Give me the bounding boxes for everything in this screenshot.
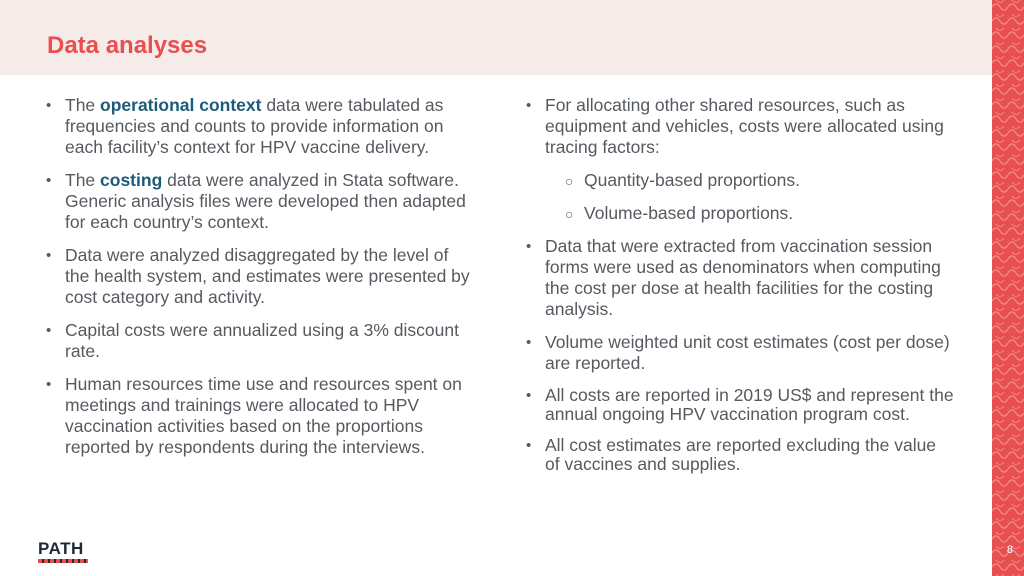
list-item <box>525 95 955 158</box>
list-item <box>525 332 955 374</box>
bullet-text: For allocating other shared resources, such as equipment and vehicles, costs were allocated using tracing factors: <box>545 95 944 157</box>
page-number: 8 <box>1006 544 1013 556</box>
bullet-pre: The <box>65 170 101 190</box>
bullet-icon: • <box>46 247 52 264</box>
bullet-icon: • <box>46 376 52 393</box>
list-item <box>525 436 955 474</box>
bullet-text: All costs are reported in 2019 US$ and represent the annual ongoing HPV vaccination program cost. <box>545 385 954 424</box>
bullet-post: data were tabulated as frequencies and counts to provide information on each facility’s context for HPV vaccine delivery. <box>65 95 444 157</box>
bullet-icon: • <box>46 97 52 114</box>
bullet-icon: • <box>526 437 532 454</box>
bullet-text: Data that were extracted from vaccination session forms were used as denominators when computing the cost per dose at health facilities for the costing analysis. <box>545 236 941 319</box>
highlight-term: operational context <box>100 95 262 115</box>
logo-tagline-mark <box>38 559 88 563</box>
list-item <box>525 386 955 424</box>
bullet-text: Human resources time use and resources spent on meetings and trainings were allocated to HPV vaccination activities based on the proportions reported by respondents during the interviews. <box>65 374 462 457</box>
highlight-term: costing <box>100 170 163 190</box>
left-bullet-list <box>45 95 475 458</box>
sub-list-item <box>525 170 955 191</box>
circle-bullet-icon: ○ <box>565 206 574 222</box>
circle-bullet-icon: ○ <box>565 173 574 189</box>
bullet-icon: • <box>46 172 52 189</box>
bullet-text: Data were analyzed disaggregated by the level of the health system, and estimates were presented by cost category and activity. <box>65 245 470 307</box>
sub-bullet-text: Volume-based proportions. <box>584 203 794 223</box>
bullet-icon: • <box>526 238 532 255</box>
list-item <box>45 170 475 233</box>
logo-wordmark: PATH <box>38 539 84 558</box>
bullet-text: Capital costs were annualized using a 3% discount rate. <box>65 320 459 361</box>
bullet-icon: • <box>526 334 532 351</box>
list-item <box>525 236 955 320</box>
bullet-text: All cost estimates are reported excluding the value of vaccines and supplies. <box>545 435 937 474</box>
right-column <box>525 95 955 486</box>
bullet-icon: • <box>526 97 532 114</box>
bullet-icon: • <box>526 387 532 404</box>
list-item <box>45 320 475 362</box>
bullet-icon: • <box>46 322 52 339</box>
title-bar <box>0 0 992 75</box>
bullet-post: data were analyzed in Stata software. Generic analysis files were developed then adapted for each country’s context. <box>65 170 466 232</box>
sub-list-item <box>525 203 955 224</box>
right-bullet-list <box>525 95 955 474</box>
decorative-pattern <box>992 0 1024 576</box>
list-item <box>45 374 475 458</box>
decorative-side-band <box>992 0 1024 576</box>
path-logo <box>38 540 98 564</box>
sub-bullet-text: Quantity-based proportions. <box>584 170 800 190</box>
slide-title: Data analyses <box>47 32 208 59</box>
bullet-text: Volume weighted unit cost estimates (cost per dose) are reported. <box>545 332 950 373</box>
left-column <box>45 95 475 470</box>
list-item <box>45 245 475 308</box>
bullet-pre: The <box>65 95 101 115</box>
list-item <box>45 95 475 158</box>
